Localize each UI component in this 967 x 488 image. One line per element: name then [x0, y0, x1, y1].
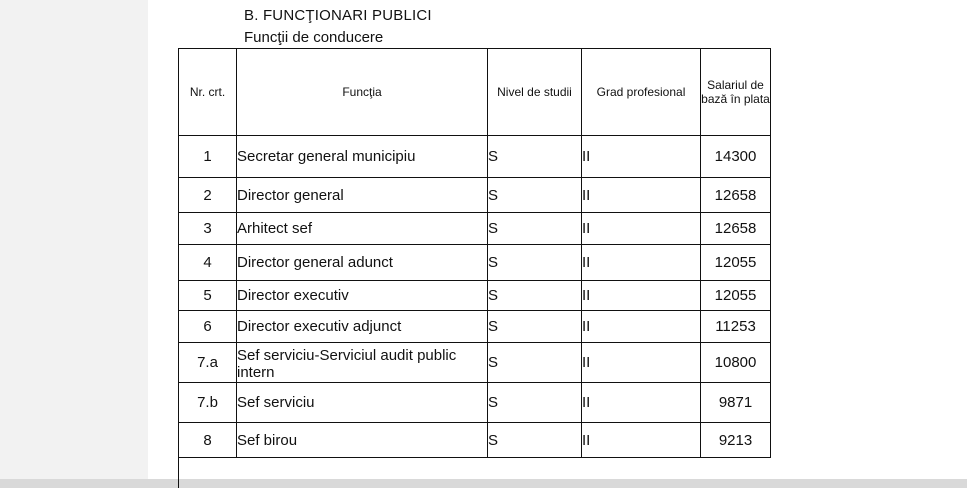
cell-nr: 2 [179, 178, 237, 213]
table-row [179, 383, 771, 423]
table-header-row [179, 49, 771, 136]
cell-salariul: 9871 [701, 383, 771, 423]
cell-nivel: S [488, 213, 582, 245]
cell-grad: II [582, 281, 701, 311]
table-row [179, 245, 771, 281]
cell-grad: II [582, 343, 701, 383]
cell-nivel: S [488, 281, 582, 311]
cell-nr: 7.b [179, 383, 237, 423]
header-grad: Grad profesional [582, 49, 701, 136]
cell-grad: II [582, 213, 701, 245]
cell-grad: II [582, 311, 701, 343]
cell-nr: 1 [179, 136, 237, 178]
cell-salariul: 12055 [701, 281, 771, 311]
header-functia: Funcţia [237, 49, 488, 136]
section-subtitle: Funcţii de conducere [244, 29, 384, 46]
cell-grad: II [582, 423, 701, 458]
header-nivel: Nivel de studii [488, 49, 582, 136]
cell-functia: Sef birou [237, 423, 488, 458]
cell-grad: II [582, 383, 701, 423]
cell-nivel: S [488, 423, 582, 458]
table-row [179, 136, 771, 178]
cell-nr: 6 [179, 311, 237, 343]
cell-salariul: 11253 [701, 311, 771, 343]
cell-salariul: 12658 [701, 178, 771, 213]
cell-functia: Secretar general municipiu [237, 136, 488, 178]
cell-functia: Director executiv adjunct [237, 311, 488, 343]
cell-grad: II [582, 178, 701, 213]
cell-functia: Sef serviciu [237, 383, 488, 423]
table-row [179, 281, 771, 311]
cell-nr: 5 [179, 281, 237, 311]
salary-table [178, 48, 771, 458]
cell-functia: Sef serviciu-Serviciul audit public intern [237, 343, 488, 383]
cell-nivel: S [488, 343, 582, 383]
table-row [179, 311, 771, 343]
cell-grad: II [582, 245, 701, 281]
cell-nivel: S [488, 136, 582, 178]
cell-nivel: S [488, 383, 582, 423]
table-continuation-border [178, 458, 236, 488]
cell-nr: 7.a [179, 343, 237, 383]
table-row [179, 343, 771, 383]
cell-grad: II [582, 136, 701, 178]
cell-functia: Arhitect sef [237, 213, 488, 245]
cell-functia: Director general adunct [237, 245, 488, 281]
cell-salariul: 12658 [701, 213, 771, 245]
cell-functia: Director general [237, 178, 488, 213]
table-row [179, 178, 771, 213]
cell-nr: 8 [179, 423, 237, 458]
cell-nr: 3 [179, 213, 237, 245]
table-row [179, 213, 771, 245]
cell-salariul: 9213 [701, 423, 771, 458]
cell-salariul: 14300 [701, 136, 771, 178]
cell-functia: Director executiv [237, 281, 488, 311]
cell-salariul: 10800 [701, 343, 771, 383]
viewer-background-strip [0, 0, 148, 479]
cell-nivel: S [488, 178, 582, 213]
cell-nivel: S [488, 311, 582, 343]
section-title: B. FUNCŢIONARI PUBLICI [244, 7, 432, 24]
header-nr: Nr. crt. [179, 49, 237, 136]
cell-nr: 4 [179, 245, 237, 281]
cell-nivel: S [488, 245, 582, 281]
header-salariul: Salariul de bază în plata [701, 49, 771, 136]
cell-salariul: 12055 [701, 245, 771, 281]
table-row [179, 423, 771, 458]
